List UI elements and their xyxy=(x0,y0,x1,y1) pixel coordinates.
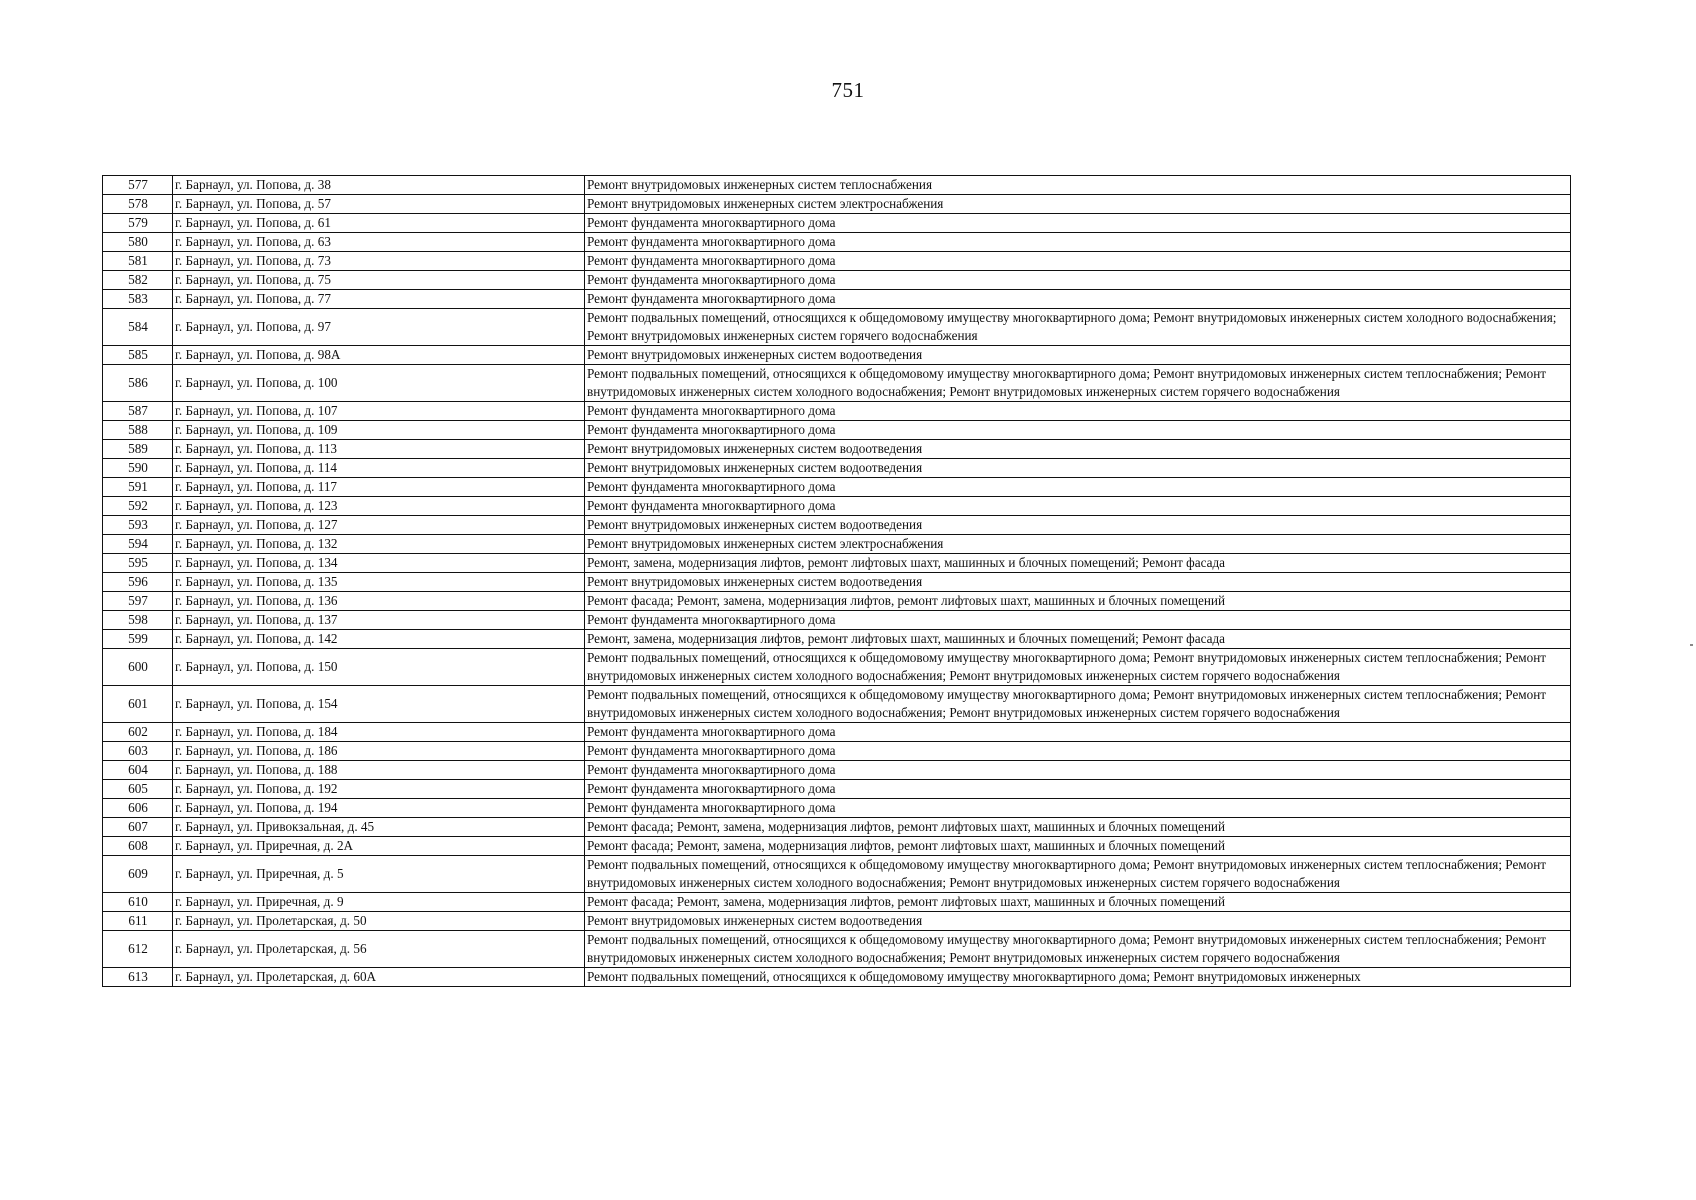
works-cell: Ремонт фундамента многоквартирного дома xyxy=(585,214,1571,233)
page-number: 751 xyxy=(831,78,865,102)
address-cell: г. Барнаул, ул. Попова, д. 73 xyxy=(173,252,585,271)
table-row xyxy=(103,535,1571,554)
works-cell: Ремонт внутридомовых инженерных систем водоотведения xyxy=(585,346,1571,365)
table-row xyxy=(103,440,1571,459)
works-cell: Ремонт внутридомовых инженерных систем электроснабжения xyxy=(585,195,1571,214)
address-cell: г. Барнаул, ул. Попова, д. 186 xyxy=(173,742,585,761)
row-number-cell: 602 xyxy=(103,723,173,742)
table-row xyxy=(103,365,1571,402)
row-number-cell: 606 xyxy=(103,799,173,818)
address-cell: г. Барнаул, ул. Попова, д. 192 xyxy=(173,780,585,799)
row-number-cell: 610 xyxy=(103,893,173,912)
table-row xyxy=(103,837,1571,856)
works-cell: Ремонт фундамента многоквартирного дома xyxy=(585,742,1571,761)
address-cell: г. Барнаул, ул. Попова, д. 137 xyxy=(173,611,585,630)
row-number-cell: 596 xyxy=(103,573,173,592)
works-cell: Ремонт фундамента многоквартирного дома xyxy=(585,497,1571,516)
works-cell: Ремонт внутридомовых инженерных систем водоотведения xyxy=(585,440,1571,459)
row-number-cell: 605 xyxy=(103,780,173,799)
address-cell: г. Барнаул, ул. Попова, д. 114 xyxy=(173,459,585,478)
row-number-cell: 579 xyxy=(103,214,173,233)
works-cell: Ремонт подвальных помещений, относящихся к общедомовому имуществу многоквартирного дома; Ремонт внутридомовых инженерных систем теплоснабжения; Ремонт внутридомовых инженерных систем холодного водоснабжения; Ремонт внутридомовых инженерных систем горячего водоснабжения xyxy=(585,686,1571,723)
row-number-cell: 608 xyxy=(103,837,173,856)
works-cell: Ремонт подвальных помещений, относящихся к общедомовому имуществу многоквартирного дома; Ремонт внутридомовых инженерных систем теплоснабжения; Ремонт внутридомовых инженерных систем холодного водоснабжения; Ремонт внутридомовых инженерных систем горячего водоснабжения xyxy=(585,649,1571,686)
works-cell: Ремонт фундамента многоквартирного дома xyxy=(585,780,1571,799)
row-number-cell: 591 xyxy=(103,478,173,497)
works-cell: Ремонт фундамента многоквартирного дома xyxy=(585,478,1571,497)
address-cell: г. Барнаул, ул. Попова, д. 77 xyxy=(173,290,585,309)
table-row xyxy=(103,761,1571,780)
row-number-cell: 592 xyxy=(103,497,173,516)
table-row xyxy=(103,818,1571,837)
table-row xyxy=(103,723,1571,742)
address-cell: г. Барнаул, ул. Попова, д. 61 xyxy=(173,214,585,233)
address-cell: г. Барнаул, ул. Попова, д. 113 xyxy=(173,440,585,459)
row-number-cell: 607 xyxy=(103,818,173,837)
works-cell: Ремонт фасада; Ремонт, замена, модернизация лифтов, ремонт лифтовых шахт, машинных и блочных помещений xyxy=(585,893,1571,912)
address-cell: г. Барнаул, ул. Попова, д. 188 xyxy=(173,761,585,780)
row-number-cell: 604 xyxy=(103,761,173,780)
works-cell: Ремонт фасада; Ремонт, замена, модернизация лифтов, ремонт лифтовых шахт, машинных и блочных помещений xyxy=(585,592,1571,611)
address-cell: г. Барнаул, ул. Пролетарская, д. 50 xyxy=(173,912,585,931)
address-cell: г. Барнаул, ул. Попова, д. 38 xyxy=(173,176,585,195)
works-cell: Ремонт внутридомовых инженерных систем электроснабжения xyxy=(585,535,1571,554)
table-row xyxy=(103,931,1571,968)
row-number-cell: 582 xyxy=(103,271,173,290)
address-cell: г. Барнаул, ул. Попова, д. 97 xyxy=(173,309,585,346)
row-number-cell: 601 xyxy=(103,686,173,723)
address-cell: г. Барнаул, ул. Попова, д. 123 xyxy=(173,497,585,516)
address-cell: г. Барнаул, ул. Приречная, д. 5 xyxy=(173,856,585,893)
works-cell: Ремонт фундамента многоквартирного дома xyxy=(585,290,1571,309)
row-number-cell: 609 xyxy=(103,856,173,893)
row-number-cell: 593 xyxy=(103,516,173,535)
works-cell: Ремонт фундамента многоквартирного дома xyxy=(585,271,1571,290)
row-number-cell: 577 xyxy=(103,176,173,195)
works-cell: Ремонт фасада; Ремонт, замена, модернизация лифтов, ремонт лифтовых шахт, машинных и блочных помещений xyxy=(585,818,1571,837)
row-number-cell: 597 xyxy=(103,592,173,611)
table-row xyxy=(103,968,1571,987)
row-number-cell: 587 xyxy=(103,402,173,421)
row-number-cell: 603 xyxy=(103,742,173,761)
table-row xyxy=(103,630,1571,649)
table-row xyxy=(103,478,1571,497)
table-row xyxy=(103,573,1571,592)
table-row xyxy=(103,497,1571,516)
table-row xyxy=(103,214,1571,233)
row-number-cell: 580 xyxy=(103,233,173,252)
works-cell: Ремонт внутридомовых инженерных систем водоотведения xyxy=(585,459,1571,478)
address-cell: г. Барнаул, ул. Попова, д. 100 xyxy=(173,365,585,402)
address-cell: г. Барнаул, ул. Попова, д. 132 xyxy=(173,535,585,554)
address-cell: г. Барнаул, ул. Попова, д. 117 xyxy=(173,478,585,497)
works-cell: Ремонт подвальных помещений, относящихся к общедомовому имуществу многоквартирного дома; Ремонт внутридомовых инженерных систем теплоснабжения; Ремонт внутридомовых инженерных систем холодного водоснабжения; Ремонт внутридомовых инженерных систем горячего водоснабжения xyxy=(585,931,1571,968)
address-cell: г. Барнаул, ул. Попова, д. 127 xyxy=(173,516,585,535)
table-row xyxy=(103,592,1571,611)
address-cell: г. Барнаул, ул. Пролетарская, д. 60А xyxy=(173,968,585,987)
works-cell: Ремонт, замена, модернизация лифтов, ремонт лифтовых шахт, машинных и блочных помещений; Ремонт фасада xyxy=(585,630,1571,649)
works-cell: Ремонт внутридомовых инженерных систем теплоснабжения xyxy=(585,176,1571,195)
table-row xyxy=(103,856,1571,893)
works-cell: Ремонт подвальных помещений, относящихся к общедомовому имуществу многоквартирного дома; Ремонт внутридомовых инженерных xyxy=(585,968,1571,987)
address-cell: г. Барнаул, ул. Попова, д. 136 xyxy=(173,592,585,611)
row-number-cell: 590 xyxy=(103,459,173,478)
row-number-cell: 611 xyxy=(103,912,173,931)
address-cell: г. Барнаул, ул. Попова, д. 107 xyxy=(173,402,585,421)
row-number-cell: 613 xyxy=(103,968,173,987)
table-row xyxy=(103,912,1571,931)
row-number-cell: 583 xyxy=(103,290,173,309)
address-cell: г. Барнаул, ул. Приречная, д. 2А xyxy=(173,837,585,856)
table-row xyxy=(103,290,1571,309)
table-row xyxy=(103,309,1571,346)
table-row xyxy=(103,195,1571,214)
works-cell: Ремонт внутридомовых инженерных систем водоотведения xyxy=(585,912,1571,931)
table-row xyxy=(103,346,1571,365)
table-row xyxy=(103,402,1571,421)
table-row xyxy=(103,421,1571,440)
works-cell: Ремонт фундамента многоквартирного дома xyxy=(585,402,1571,421)
works-cell: Ремонт подвальных помещений, относящихся к общедомовому имуществу многоквартирного дома; Ремонт внутридомовых инженерных систем теплоснабжения; Ремонт внутридомовых инженерных систем холодного водоснабжения; Ремонт внутридомовых инженерных систем горячего водоснабжения xyxy=(585,365,1571,402)
address-cell: г. Барнаул, ул. Попова, д. 134 xyxy=(173,554,585,573)
row-number-cell: 595 xyxy=(103,554,173,573)
address-cell: г. Барнаул, ул. Пролетарская, д. 56 xyxy=(173,931,585,968)
works-cell: Ремонт внутридомовых инженерных систем водоотведения xyxy=(585,516,1571,535)
scan-artifact xyxy=(1690,644,1693,646)
address-cell: г. Барнаул, ул. Попова, д. 184 xyxy=(173,723,585,742)
table-row xyxy=(103,893,1571,912)
works-cell: Ремонт фундамента многоквартирного дома xyxy=(585,761,1571,780)
row-number-cell: 584 xyxy=(103,309,173,346)
address-cell: г. Барнаул, ул. Попова, д. 150 xyxy=(173,649,585,686)
address-cell: г. Барнаул, ул. Попова, д. 194 xyxy=(173,799,585,818)
address-cell: г. Барнаул, ул. Попова, д. 63 xyxy=(173,233,585,252)
registry-table xyxy=(102,175,1571,987)
address-cell: г. Барнаул, ул. Привокзальная, д. 45 xyxy=(173,818,585,837)
works-cell: Ремонт фундамента многоквартирного дома xyxy=(585,252,1571,271)
table-row xyxy=(103,611,1571,630)
works-cell: Ремонт фундамента многоквартирного дома xyxy=(585,611,1571,630)
address-cell: г. Барнаул, ул. Попова, д. 98А xyxy=(173,346,585,365)
table-row xyxy=(103,742,1571,761)
row-number-cell: 578 xyxy=(103,195,173,214)
table-row xyxy=(103,554,1571,573)
row-number-cell: 586 xyxy=(103,365,173,402)
table-row xyxy=(103,799,1571,818)
address-cell: г. Барнаул, ул. Попова, д. 109 xyxy=(173,421,585,440)
works-cell: Ремонт внутридомовых инженерных систем водоотведения xyxy=(585,573,1571,592)
address-cell: г. Барнаул, ул. Попова, д. 75 xyxy=(173,271,585,290)
address-cell: г. Барнаул, ул. Попова, д. 57 xyxy=(173,195,585,214)
table-row xyxy=(103,233,1571,252)
row-number-cell: 599 xyxy=(103,630,173,649)
registry-table-body xyxy=(103,176,1571,987)
table-row xyxy=(103,459,1571,478)
row-number-cell: 585 xyxy=(103,346,173,365)
works-cell: Ремонт подвальных помещений, относящихся к общедомовому имуществу многоквартирного дома; Ремонт внутридомовых инженерных систем холодного водоснабжения; Ремонт внутридомовых инженерных систем горячего водоснабжения xyxy=(585,309,1571,346)
row-number-cell: 598 xyxy=(103,611,173,630)
works-cell: Ремонт, замена, модернизация лифтов, ремонт лифтовых шахт, машинных и блочных помещений; Ремонт фасада xyxy=(585,554,1571,573)
address-cell: г. Барнаул, ул. Попова, д. 154 xyxy=(173,686,585,723)
address-cell: г. Барнаул, ул. Попова, д. 142 xyxy=(173,630,585,649)
row-number-cell: 581 xyxy=(103,252,173,271)
row-number-cell: 600 xyxy=(103,649,173,686)
table-row xyxy=(103,780,1571,799)
works-cell: Ремонт фундамента многоквартирного дома xyxy=(585,799,1571,818)
works-cell: Ремонт фундамента многоквартирного дома xyxy=(585,723,1571,742)
address-cell: г. Барнаул, ул. Приречная, д. 9 xyxy=(173,893,585,912)
works-cell: Ремонт фундамента многоквартирного дома xyxy=(585,421,1571,440)
works-cell: Ремонт фундамента многоквартирного дома xyxy=(585,233,1571,252)
row-number-cell: 612 xyxy=(103,931,173,968)
table-row xyxy=(103,271,1571,290)
row-number-cell: 594 xyxy=(103,535,173,554)
table-row xyxy=(103,686,1571,723)
table-row xyxy=(103,176,1571,195)
table-row xyxy=(103,649,1571,686)
address-cell: г. Барнаул, ул. Попова, д. 135 xyxy=(173,573,585,592)
works-cell: Ремонт подвальных помещений, относящихся к общедомовому имуществу многоквартирного дома; Ремонт внутридомовых инженерных систем теплоснабжения; Ремонт внутридомовых инженерных систем холодного водоснабжения; Ремонт внутридомовых инженерных систем горячего водоснабжения xyxy=(585,856,1571,893)
table-row xyxy=(103,252,1571,271)
table-row xyxy=(103,516,1571,535)
row-number-cell: 589 xyxy=(103,440,173,459)
row-number-cell: 588 xyxy=(103,421,173,440)
works-cell: Ремонт фасада; Ремонт, замена, модернизация лифтов, ремонт лифтовых шахт, машинных и блочных помещений xyxy=(585,837,1571,856)
